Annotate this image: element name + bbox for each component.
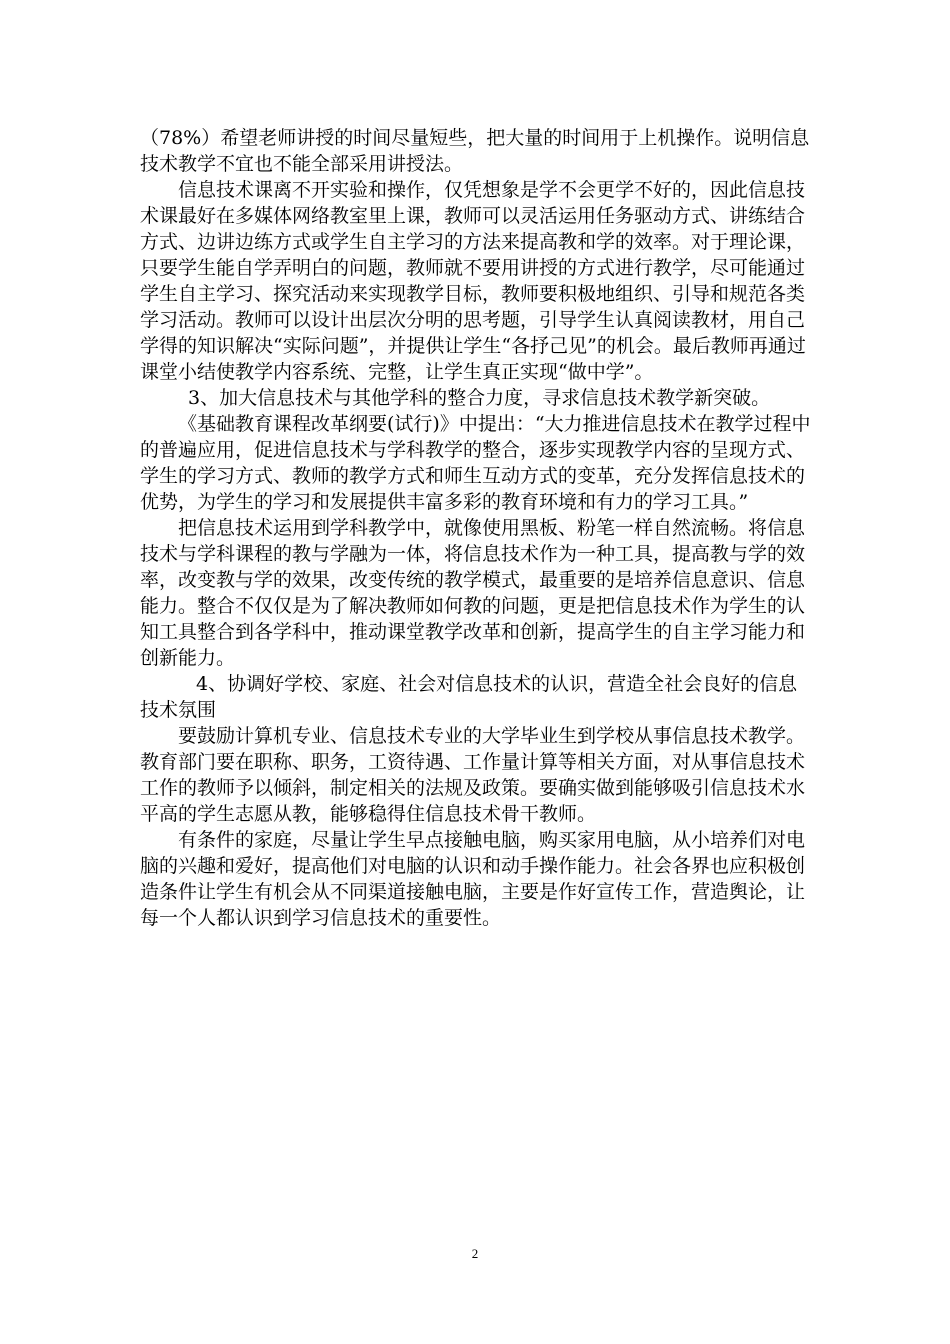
paragraph-family-society: 有条件的家庭，尽量让学生早点接触电脑，购买家用电脑，从小培养们对电脑的兴趣和爱好，提高他们对电脑的认识和动手操作能力。社会各界也应积极创造条件让学生有机会从不同渠道接触电脑，主要是作好宣传工作，营造舆论，让每一个人都认识到学习信息技术的重要性。	[140, 829, 806, 929]
section-heading-3: 3、加大信息技术与其他学科的整合力度，寻求信息技术教学新突破。	[188, 387, 771, 409]
paragraph-curriculum-reform-quote: 《基础教育课程改革纲要(试行)》中提出：“大力推进信息技术在教学过程中的普遍应用，促进信息技术与学科教学的整合，逐步实现教学内容的呈现方式、学生的学习方式、教师的教学方式和师生互动方式的变革，充分发挥信息技术的优势，为学生的学习和发展提供丰富多彩的教育环境和有力的学习工具。”	[140, 413, 811, 513]
paragraph-teaching-methods: 信息技术课离不开实验和操作，仅凭想象是学不会更学不好的，因此信息技术课最好在多媒体网络教室里上课，教师可以灵活运用任务驱动方式、讲练结合方式、边讲边练方式或学生自主学习的方法来提高教和学的效率。对于理论课，只要学生能自学弄明白的问题，教师就不要用讲授的方式进行教学，尽可能通过学生自主学习、探究活动来实现教学目标，教师要积极地组织、引导和规范各类学习活动。教师可以设计出层次分明的思考题，引导学生认真阅读教材，用自己学得的知识解决“实际问题”，并提供让学生“各抒己见”的机会。最后教师再通过课堂小结使教学内容系统、完整，让学生真正实现“做中学”。	[140, 179, 806, 383]
section-heading-4: 4、协调好学校、家庭、社会对信息技术的认识，营造全社会良好的信息技术氛围	[140, 673, 798, 721]
document-body	[140, 125, 812, 931]
paragraph-teacher-recruitment: 要鼓励计算机专业、信息技术专业的大学毕业生到学校从事信息技术教学。教育部门要在职称、职务，工资待遇、工作量计算等相关方面，对从事信息技术工作的教师予以倾斜，制定相关的法规及政策。要确实做到能够吸引信息技术水平高的学生志愿从教，能够稳得住信息技术骨干教师。	[140, 725, 806, 825]
paragraph-continuation: （78%）希望老师讲授的时间尽量短些，把大量的时间用于上机操作。说明信息技术教学不宜也不能全部采用讲授法。	[140, 127, 810, 175]
paragraph-integration: 把信息技术运用到学科教学中，就像使用黑板、粉笔一样自然流畅。将信息技术与学科课程的教与学融为一体，将信息技术作为一种工具，提高教与学的效率，改变教与学的效果，改变传统的教学模式，最重要的是培养信息意识、信息能力。整合不仅仅是为了解决教师如何教的问题，更是把信息技术作为学生的认知工具整合到各学科中，推动课堂教学改革和创新，提高学生的自主学习能力和创新能力。	[140, 517, 806, 669]
page-number: 2	[471, 1246, 479, 1261]
